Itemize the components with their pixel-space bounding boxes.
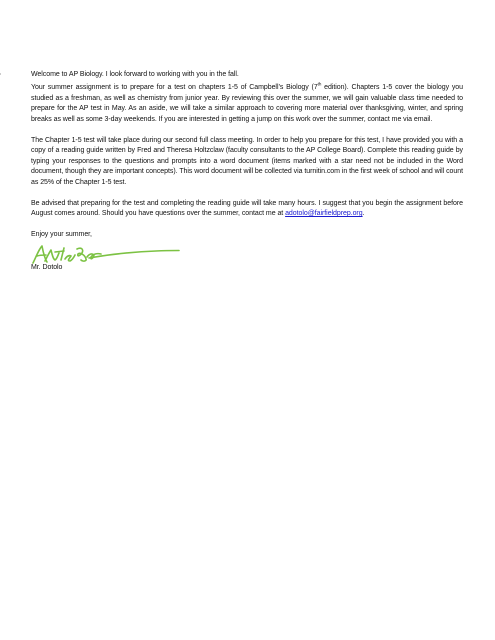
handwritten-signature (31, 243, 181, 265)
greeting-line (31, 70, 463, 81)
greeting-text: Welcome to AP Biology. I look forward to working with you in the fall. (31, 71, 239, 78)
edition-superscript: th (317, 81, 322, 87)
paragraph-assignment-text-b: edition). Chapters 1-5 cover the biology you studied as a freshman, as well as chemistry from junior year. By reviewing this over the summer, we will gain valuable class time needed to prepare for the AP test in May. As an aside, we will take a similar approach to covering more material over thanksgiving, winter, and spring breaks as well as some 3-day weekends. If you are interested in getting a jump on this work over the summer, contact me via email. (31, 84, 463, 123)
paragraph-test-info (31, 136, 463, 189)
closing-text: Enjoy your summer, (31, 231, 92, 238)
paragraph-assignment-text-a: Your summer assignment is to prepare for a test on chapters 1-5 of Campbell’s Biology (7 (31, 84, 318, 91)
paragraph-advice-text-b: . (362, 210, 365, 217)
email-link[interactable]: adotolo@fairfieldprep.org (285, 210, 363, 217)
signer-name: Mr. Dotolo (31, 263, 63, 271)
signature-area (31, 243, 463, 263)
letter-body (31, 70, 463, 273)
closing-line (31, 230, 463, 241)
margin-mark (0, 73, 1, 75)
paragraph-test-info-text: The Chapter 1-5 test will take place during our second full class meeting. In order to help you prepare for this test, I have provided you with a copy of a reading guide written by Fred and Theresa Holtzclaw (faculty consultants to the AP College Board). Complete this reading guide by typing your responses to the questions and prompts into a word document (items marked with a star need not be included in the Word document, though they are important concepts). This word document will be collected via turnitin.com in the first week of school and will count as 25% of the Chapter 1-5 test. (31, 136, 463, 186)
paragraph-assignment (31, 83, 463, 125)
paragraph-advice (31, 199, 463, 220)
paragraph-advice-text-a: Be advised that preparing for the test and completing the reading guide will take many hours. I suggest that you begin the assignment before August comes around. Should you have questions over the summer, contact me at (31, 199, 463, 217)
